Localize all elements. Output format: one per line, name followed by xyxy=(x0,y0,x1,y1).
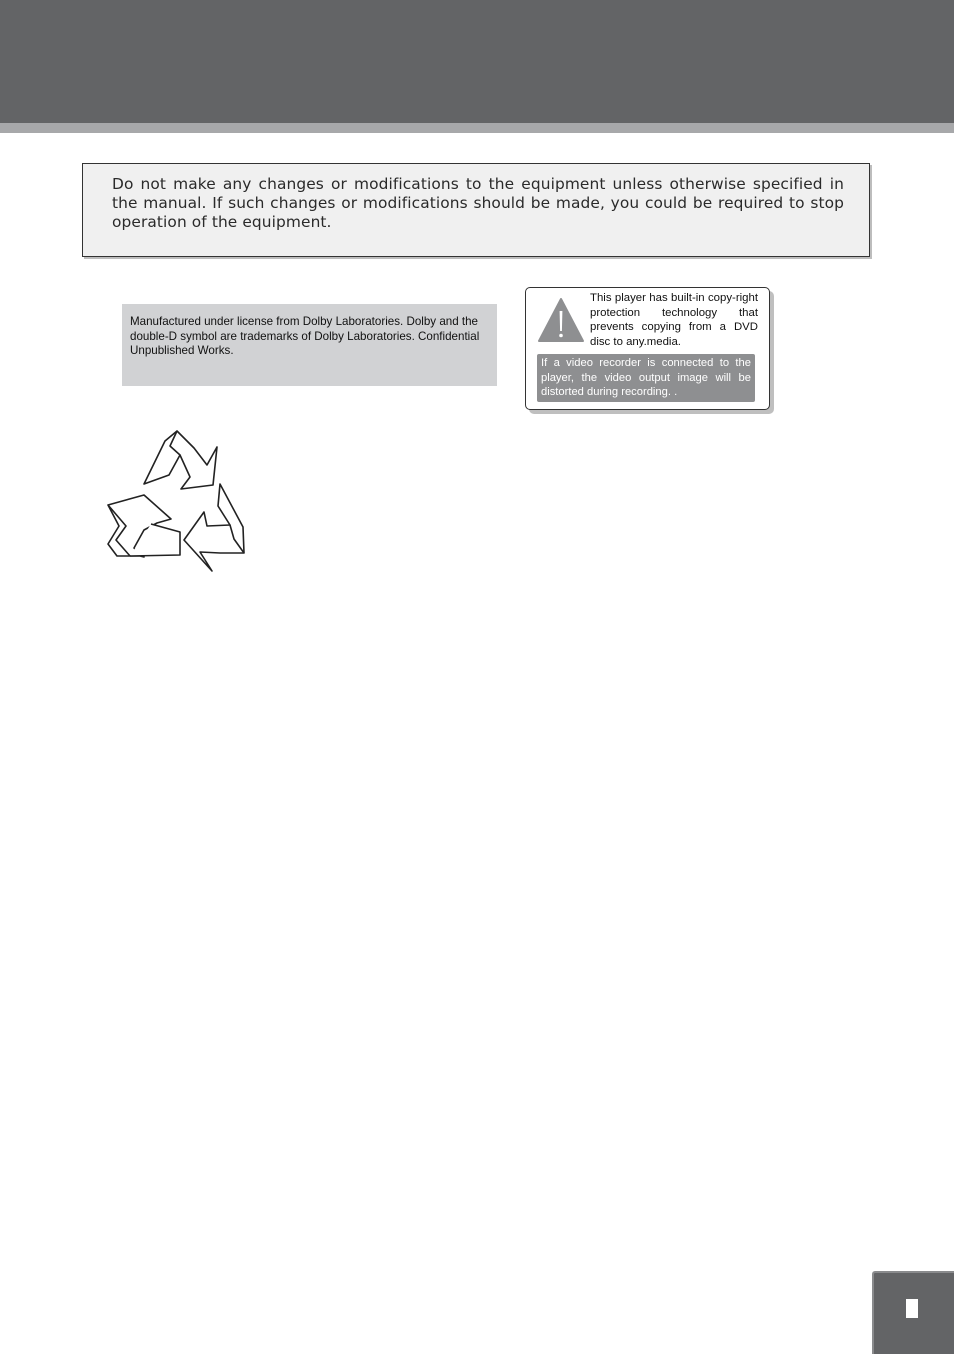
copy-protection-card xyxy=(525,287,770,410)
copy-protection-text: This player has built-in copy-right protection technology that prevents copying from a DVD disc to any.media. xyxy=(590,292,758,348)
page-marker xyxy=(906,1299,918,1318)
dolby-license-box xyxy=(122,304,497,386)
dolby-license-text: Manufactured under license from Dolby Laboratories. Dolby and the double-D symbol are trademarks of Dolby Laboratories. Confidential Unpublished Works. xyxy=(130,315,480,358)
header-band xyxy=(0,0,954,123)
header-stripe xyxy=(0,123,954,133)
copy-protection-note xyxy=(537,354,755,402)
recycle-icon xyxy=(104,428,248,576)
modification-notice-text: Do not make any changes or modifications to the equipment unless otherwise specified in the manual. If such changes or modifications should be made, you could be required to stop operation of the equipment. xyxy=(112,175,844,231)
copy-protection-note-text: If a video recorder is connected to the player, the video output image will be distorted during recording. . xyxy=(541,357,751,399)
modification-notice xyxy=(82,163,870,257)
page-number-tab xyxy=(872,1271,954,1354)
warning-triangle-icon xyxy=(537,297,585,343)
